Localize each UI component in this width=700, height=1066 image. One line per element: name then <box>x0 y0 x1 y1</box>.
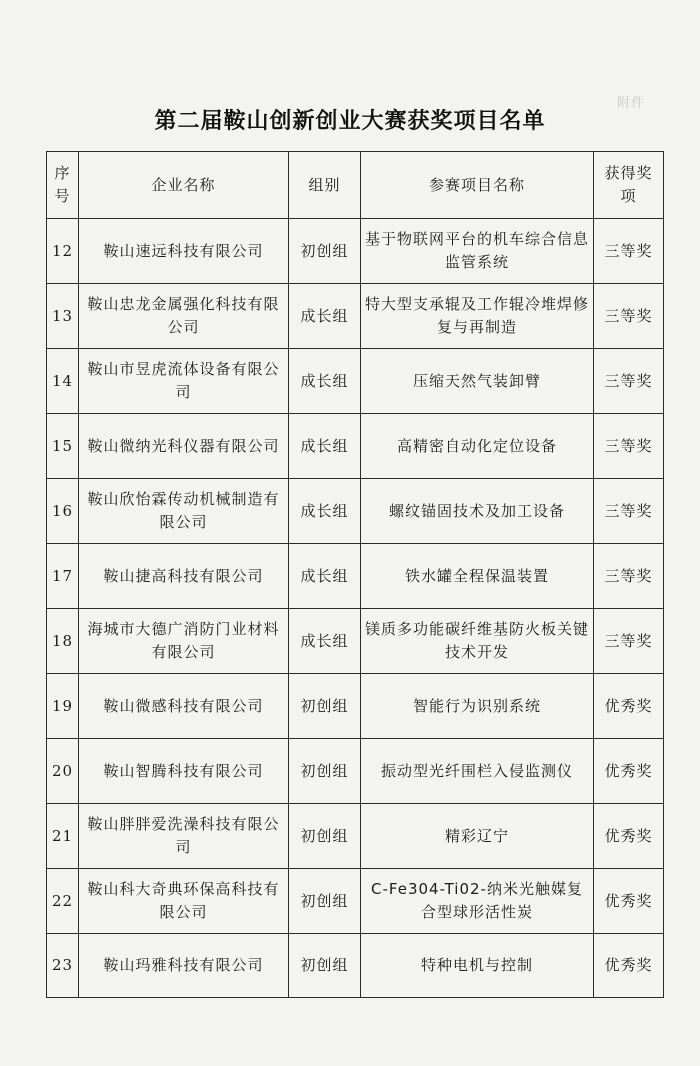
company-name: 鞍山微纳光科仪器有限公司 <box>79 414 289 479</box>
award-name: 优秀奖 <box>594 869 664 934</box>
project-name: 特种电机与控制 <box>361 934 594 998</box>
award-name: 优秀奖 <box>594 739 664 804</box>
award-name: 三等奖 <box>594 609 664 674</box>
table-row <box>47 609 664 674</box>
table-row <box>47 349 664 414</box>
company-name: 鞍山胖胖爱洗澡科技有限公司 <box>79 804 289 869</box>
group-name: 成长组 <box>289 609 361 674</box>
table-row <box>47 934 664 998</box>
header-company: 企业名称 <box>79 152 289 219</box>
award-name: 三等奖 <box>594 219 664 284</box>
group-name: 成长组 <box>289 349 361 414</box>
group-name: 初创组 <box>289 804 361 869</box>
header-group: 组别 <box>289 152 361 219</box>
row-number: 21 <box>47 804 79 869</box>
award-name: 三等奖 <box>594 349 664 414</box>
row-number: 13 <box>47 284 79 349</box>
table-row <box>47 544 664 609</box>
award-name: 优秀奖 <box>594 804 664 869</box>
group-name: 初创组 <box>289 674 361 739</box>
table-row <box>47 479 664 544</box>
company-name: 鞍山忠龙金属强化科技有限公司 <box>79 284 289 349</box>
company-name: 鞍山智腾科技有限公司 <box>79 739 289 804</box>
award-name: 三等奖 <box>594 544 664 609</box>
group-name: 初创组 <box>289 869 361 934</box>
award-name: 三等奖 <box>594 284 664 349</box>
group-name: 成长组 <box>289 284 361 349</box>
header-award: 获得奖项 <box>594 152 664 219</box>
table-row <box>47 869 664 934</box>
group-name: 初创组 <box>289 934 361 998</box>
project-name: 螺纹锚固技术及加工设备 <box>361 479 594 544</box>
row-number: 23 <box>47 934 79 998</box>
project-name: 镁质多功能碳纤维基防火板关键技术开发 <box>361 609 594 674</box>
project-name: 铁水罐全程保温装置 <box>361 544 594 609</box>
row-number: 20 <box>47 739 79 804</box>
row-number: 22 <box>47 869 79 934</box>
company-name: 鞍山速远科技有限公司 <box>79 219 289 284</box>
company-name: 鞍山欣怡霖传动机械制造有限公司 <box>79 479 289 544</box>
group-name: 初创组 <box>289 739 361 804</box>
company-name: 海城市大德广消防门业材料有限公司 <box>79 609 289 674</box>
company-name: 鞍山微感科技有限公司 <box>79 674 289 739</box>
award-name: 优秀奖 <box>594 674 664 739</box>
header-project: 参赛项目名称 <box>361 152 594 219</box>
header-no: 序号 <box>47 152 79 219</box>
row-number: 18 <box>47 609 79 674</box>
project-name: 智能行为识别系统 <box>361 674 594 739</box>
table-row <box>47 284 664 349</box>
award-name: 三等奖 <box>594 414 664 479</box>
row-number: 12 <box>47 219 79 284</box>
project-name: 振动型光纤围栏入侵监测仪 <box>361 739 594 804</box>
awards-table <box>46 151 664 998</box>
row-number: 17 <box>47 544 79 609</box>
row-number: 15 <box>47 414 79 479</box>
project-name: 压缩天然气装卸臂 <box>361 349 594 414</box>
award-name: 优秀奖 <box>594 934 664 998</box>
award-name: 三等奖 <box>594 479 664 544</box>
table-row <box>47 804 664 869</box>
row-number: 16 <box>47 479 79 544</box>
table-header-row <box>47 152 664 219</box>
row-number: 19 <box>47 674 79 739</box>
company-name: 鞍山科大奇典环保高科技有限公司 <box>79 869 289 934</box>
table-row <box>47 674 664 739</box>
row-number: 14 <box>47 349 79 414</box>
company-name: 鞍山玛雅科技有限公司 <box>79 934 289 998</box>
document-title: 第二届鞍山创新创业大赛获奖项目名单 <box>154 108 546 134</box>
group-name: 成长组 <box>289 544 361 609</box>
project-name: C-Fe304-Ti02-纳米光触媒复合型球形活性炭 <box>361 869 594 934</box>
table-row <box>47 219 664 284</box>
table-row <box>47 739 664 804</box>
group-name: 成长组 <box>289 479 361 544</box>
project-name: 高精密自动化定位设备 <box>361 414 594 479</box>
table-row <box>47 414 664 479</box>
company-name: 鞍山市昱虎流体设备有限公司 <box>79 349 289 414</box>
project-name: 精彩辽宁 <box>361 804 594 869</box>
group-name: 初创组 <box>289 219 361 284</box>
project-name: 特大型支承辊及工作辊冷堆焊修复与再制造 <box>361 284 594 349</box>
group-name: 成长组 <box>289 414 361 479</box>
company-name: 鞍山捷高科技有限公司 <box>79 544 289 609</box>
attachment-mark: 附件 <box>617 96 646 111</box>
project-name: 基于物联网平台的机车综合信息监管系统 <box>361 219 594 284</box>
